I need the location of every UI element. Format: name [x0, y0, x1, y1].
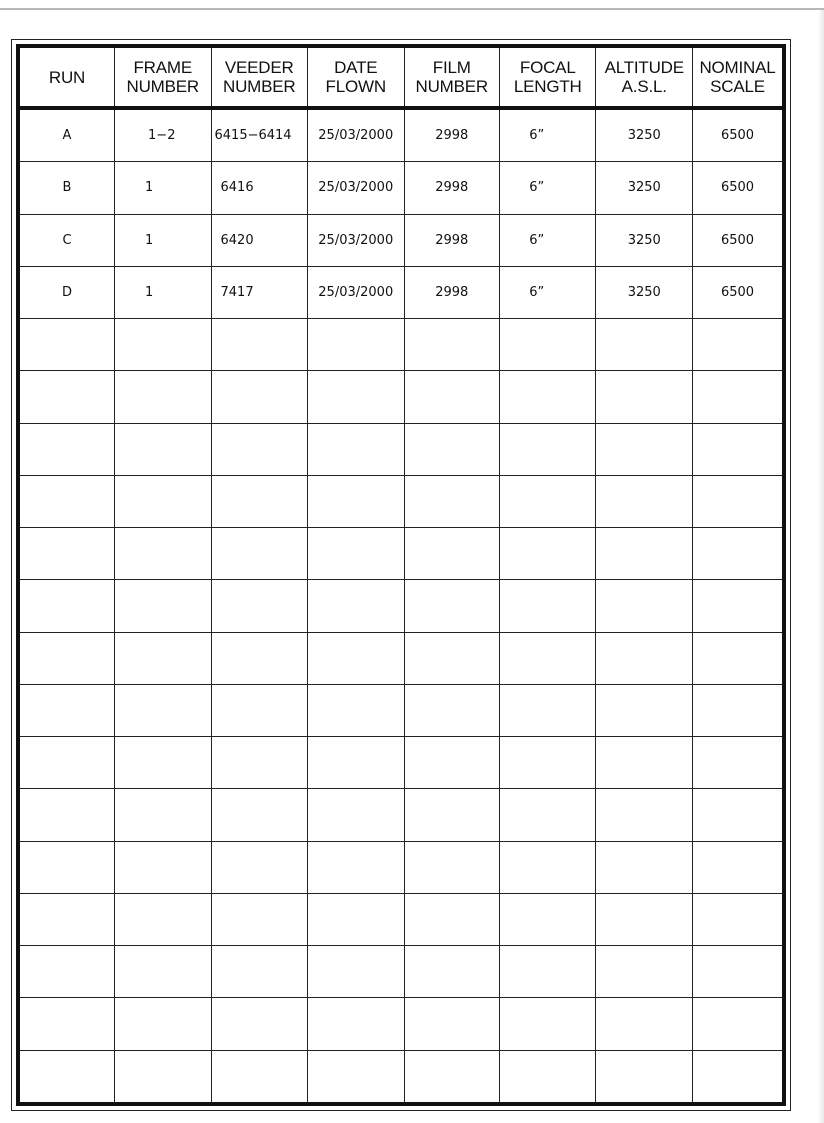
- flight-log-table: [16, 44, 786, 1106]
- cell-frame-number: 1: [115, 214, 212, 266]
- cell-date-flown-empty: [308, 789, 405, 841]
- cell-veeder-number-empty: [211, 475, 308, 527]
- header-film-line1: FILM: [432, 58, 471, 77]
- empty-table-row: [18, 319, 784, 371]
- cell-film-number-empty: [404, 737, 499, 789]
- cell-film-number-empty: [404, 371, 499, 423]
- cell-frame-number-empty: [115, 737, 212, 789]
- cell-date-flown-empty: [308, 319, 405, 371]
- cell-focal-length-empty: [499, 475, 596, 527]
- cell-film-number: 2998: [404, 214, 499, 266]
- empty-rows: [18, 319, 784, 1104]
- empty-table-row: [18, 946, 784, 998]
- cell-focal-length-empty: [499, 789, 596, 841]
- empty-table-row: [18, 684, 784, 736]
- cell-date-flown: 25/03/2000: [308, 162, 405, 214]
- scan-right-edge: [818, 10, 824, 1123]
- cell-date-flown-empty: [308, 1050, 405, 1104]
- cell-nominal-scale-empty: [692, 1050, 784, 1104]
- cell-film-number-empty: [404, 528, 499, 580]
- header-focal-length: [499, 46, 596, 108]
- cell-run-empty: [18, 319, 115, 371]
- cell-altitude-empty: [596, 1050, 693, 1104]
- cell-frame-number-empty: [115, 528, 212, 580]
- cell-frame-number-empty: [115, 893, 212, 945]
- cell-run-empty: [18, 998, 115, 1050]
- cell-date-flown-empty: [308, 371, 405, 423]
- header-scale-line2: SCALE: [710, 77, 765, 96]
- cell-date-flown-empty: [308, 893, 405, 945]
- cell-focal-length-empty: [499, 632, 596, 684]
- cell-frame-number: 1−2: [115, 108, 212, 162]
- cell-veeder-number-empty: [211, 737, 308, 789]
- cell-frame-number: 1: [115, 266, 212, 318]
- cell-frame-number-empty: [115, 580, 212, 632]
- cell-nominal-scale: 6500: [692, 162, 784, 214]
- cell-focal-length-empty: [499, 998, 596, 1050]
- header-row: [18, 46, 784, 108]
- cell-film-number-empty: [404, 319, 499, 371]
- cell-focal-length-empty: [499, 423, 596, 475]
- empty-table-row: [18, 423, 784, 475]
- cell-film-number-empty: [404, 632, 499, 684]
- header-altitude-line2: A.S.L.: [621, 77, 667, 96]
- cell-veeder-number-empty: [211, 684, 308, 736]
- cell-altitude-empty: [596, 632, 693, 684]
- cell-altitude-empty: [596, 528, 693, 580]
- table-row: [18, 108, 784, 162]
- header-veeder-line1: VEEDER: [224, 58, 294, 77]
- header-veeder-number: [211, 46, 308, 108]
- cell-date-flown-empty: [308, 737, 405, 789]
- cell-date-flown: 25/03/2000: [308, 266, 405, 318]
- header-date-flown: [308, 46, 405, 108]
- cell-frame-number-empty: [115, 946, 212, 998]
- cell-altitude-empty: [596, 737, 693, 789]
- cell-film-number-empty: [404, 475, 499, 527]
- empty-table-row: [18, 475, 784, 527]
- header-nominal-scale: [692, 46, 784, 108]
- cell-film-number-empty: [404, 841, 499, 893]
- cell-run-empty: [18, 789, 115, 841]
- cell-nominal-scale: 6500: [692, 266, 784, 318]
- empty-table-row: [18, 893, 784, 945]
- cell-frame-number-empty: [115, 475, 212, 527]
- header-frame-line1: FRAME: [133, 58, 192, 77]
- header-veeder-line2: NUMBER: [223, 77, 296, 96]
- cell-frame-number-empty: [115, 319, 212, 371]
- cell-veeder-number-empty: [211, 371, 308, 423]
- cell-focal-length: 6”: [499, 214, 596, 266]
- cell-veeder-number-empty: [211, 423, 308, 475]
- cell-nominal-scale: 6500: [692, 108, 784, 162]
- cell-run-empty: [18, 580, 115, 632]
- empty-table-row: [18, 789, 784, 841]
- cell-altitude-empty: [596, 998, 693, 1050]
- cell-run-empty: [18, 946, 115, 998]
- cell-nominal-scale-empty: [692, 737, 784, 789]
- header-focal-line2: LENGTH: [513, 77, 582, 96]
- cell-frame-number-empty: [115, 841, 212, 893]
- cell-altitude-empty: [596, 893, 693, 945]
- cell-focal-length-empty: [499, 893, 596, 945]
- header-altitude-line1: ALTITUDE: [604, 58, 684, 77]
- cell-veeder-number-empty: [211, 632, 308, 684]
- cell-date-flown: 25/03/2000: [308, 108, 405, 162]
- cell-film-number-empty: [404, 684, 499, 736]
- empty-table-row: [18, 737, 784, 789]
- header-date-line1: DATE: [334, 58, 378, 77]
- cell-focal-length: 6”: [499, 266, 596, 318]
- table-row: [18, 266, 784, 318]
- cell-run-empty: [18, 684, 115, 736]
- cell-focal-length-empty: [499, 371, 596, 423]
- cell-film-number: 2998: [404, 108, 499, 162]
- cell-altitude: 3250: [596, 266, 693, 318]
- cell-focal-length: 6”: [499, 108, 596, 162]
- cell-run: B: [18, 162, 115, 214]
- cell-nominal-scale-empty: [692, 371, 784, 423]
- cell-run-empty: [18, 632, 115, 684]
- cell-veeder-number-empty: [211, 789, 308, 841]
- header-run: [18, 46, 115, 108]
- cell-altitude: 3250: [596, 214, 693, 266]
- cell-altitude-empty: [596, 580, 693, 632]
- header-run-label: RUN: [48, 67, 86, 87]
- cell-date-flown-empty: [308, 841, 405, 893]
- cell-run-empty: [18, 423, 115, 475]
- cell-veeder-number-empty: [211, 528, 308, 580]
- cell-altitude-empty: [596, 789, 693, 841]
- cell-nominal-scale-empty: [692, 684, 784, 736]
- cell-nominal-scale-empty: [692, 423, 784, 475]
- cell-frame-number-empty: [115, 998, 212, 1050]
- cell-nominal-scale-empty: [692, 998, 784, 1050]
- cell-run-empty: [18, 841, 115, 893]
- cell-veeder-number-empty: [211, 893, 308, 945]
- table-row: [18, 214, 784, 266]
- cell-veeder-number-empty: [211, 946, 308, 998]
- cell-focal-length-empty: [499, 528, 596, 580]
- cell-film-number-empty: [404, 998, 499, 1050]
- empty-table-row: [18, 998, 784, 1050]
- cell-veeder-number: 6420: [211, 214, 308, 266]
- cell-focal-length: 6”: [499, 162, 596, 214]
- cell-nominal-scale-empty: [692, 946, 784, 998]
- cell-veeder-number: 6416: [211, 162, 308, 214]
- cell-film-number-empty: [404, 580, 499, 632]
- cell-veeder-number: 7417: [211, 266, 308, 318]
- cell-nominal-scale-empty: [692, 789, 784, 841]
- cell-film-number-empty: [404, 1050, 499, 1104]
- cell-date-flown-empty: [308, 423, 405, 475]
- cell-altitude-empty: [596, 371, 693, 423]
- cell-veeder-number-empty: [211, 319, 308, 371]
- header-focal-line1: FOCAL: [519, 58, 576, 77]
- cell-focal-length-empty: [499, 737, 596, 789]
- cell-frame-number-empty: [115, 632, 212, 684]
- header-frame-number: [115, 46, 212, 108]
- cell-altitude-empty: [596, 946, 693, 998]
- cell-date-flown-empty: [308, 580, 405, 632]
- cell-altitude: 3250: [596, 108, 693, 162]
- cell-nominal-scale-empty: [692, 841, 784, 893]
- cell-run-empty: [18, 475, 115, 527]
- table-row: [18, 162, 784, 214]
- cell-altitude-empty: [596, 841, 693, 893]
- cell-film-number: 2998: [404, 162, 499, 214]
- cell-frame-number: 1: [115, 162, 212, 214]
- cell-frame-number-empty: [115, 789, 212, 841]
- cell-run-empty: [18, 371, 115, 423]
- cell-date-flown-empty: [308, 632, 405, 684]
- cell-date-flown-empty: [308, 528, 405, 580]
- cell-nominal-scale-empty: [692, 580, 784, 632]
- cell-run-empty: [18, 737, 115, 789]
- cell-film-number-empty: [404, 423, 499, 475]
- cell-film-number: 2998: [404, 266, 499, 318]
- cell-date-flown-empty: [308, 946, 405, 998]
- cell-veeder-number-empty: [211, 998, 308, 1050]
- cell-veeder-number-empty: [211, 841, 308, 893]
- cell-run: C: [18, 214, 115, 266]
- cell-altitude-empty: [596, 423, 693, 475]
- cell-altitude: 3250: [596, 162, 693, 214]
- cell-altitude-empty: [596, 475, 693, 527]
- header-altitude-asl: [596, 46, 693, 108]
- cell-nominal-scale-empty: [692, 475, 784, 527]
- empty-table-row: [18, 528, 784, 580]
- cell-run-empty: [18, 528, 115, 580]
- cell-date-flown-empty: [308, 684, 405, 736]
- cell-nominal-scale-empty: [692, 319, 784, 371]
- header-date-line2: FLOWN: [325, 77, 386, 96]
- cell-altitude-empty: [596, 684, 693, 736]
- cell-altitude-empty: [596, 319, 693, 371]
- cell-frame-number-empty: [115, 423, 212, 475]
- cell-focal-length-empty: [499, 1050, 596, 1104]
- cell-focal-length-empty: [499, 684, 596, 736]
- cell-run-empty: [18, 893, 115, 945]
- cell-frame-number-empty: [115, 684, 212, 736]
- cell-focal-length-empty: [499, 841, 596, 893]
- cell-run-empty: [18, 1050, 115, 1104]
- cell-veeder-number-empty: [211, 580, 308, 632]
- cell-focal-length-empty: [499, 946, 596, 998]
- empty-table-row: [18, 632, 784, 684]
- header-film-line2: NUMBER: [415, 77, 488, 96]
- cell-date-flown-empty: [308, 475, 405, 527]
- empty-table-row: [18, 371, 784, 423]
- cell-veeder-number: 6415−6414: [211, 108, 308, 162]
- empty-table-row: [18, 580, 784, 632]
- cell-frame-number-empty: [115, 1050, 212, 1104]
- header-film-number: [404, 46, 499, 108]
- cell-nominal-scale-empty: [692, 893, 784, 945]
- cell-date-flown: 25/03/2000: [308, 214, 405, 266]
- cell-veeder-number-empty: [211, 1050, 308, 1104]
- header-frame-line2: NUMBER: [126, 77, 199, 96]
- cell-film-number-empty: [404, 893, 499, 945]
- cell-run: D: [18, 266, 115, 318]
- cell-nominal-scale-empty: [692, 632, 784, 684]
- cell-nominal-scale: 6500: [692, 214, 784, 266]
- cell-focal-length-empty: [499, 319, 596, 371]
- cell-film-number-empty: [404, 946, 499, 998]
- cell-run: A: [18, 108, 115, 162]
- cell-frame-number-empty: [115, 371, 212, 423]
- cell-film-number-empty: [404, 789, 499, 841]
- empty-table-row: [18, 841, 784, 893]
- scan-top-edge: [0, 8, 824, 10]
- header-scale-line1: NOMINAL: [699, 58, 776, 77]
- cell-date-flown-empty: [308, 998, 405, 1050]
- cell-nominal-scale-empty: [692, 528, 784, 580]
- empty-table-row: [18, 1050, 784, 1104]
- cell-focal-length-empty: [499, 580, 596, 632]
